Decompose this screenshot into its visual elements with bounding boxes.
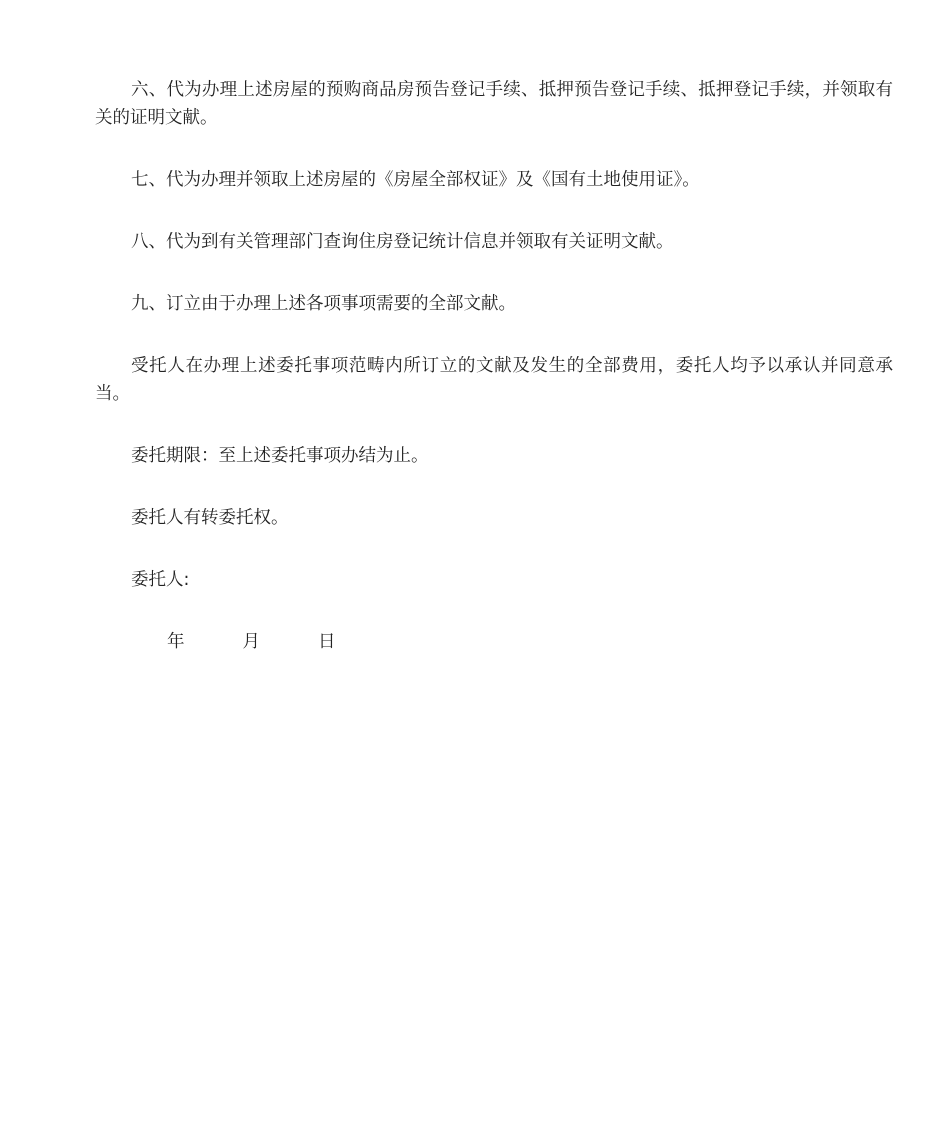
date-year: 年: [167, 632, 185, 652]
date-month: 月: [242, 632, 260, 652]
paragraph-item-9: 九、订立由于办理上述各项事项需要的全部文献。: [131, 294, 516, 314]
paragraph-sub-delegation: 委托人有转委托权。: [131, 508, 289, 528]
date-line: [95, 628, 893, 656]
date-day: 日: [318, 632, 336, 652]
paragraph-item-8: 八、代为到有关管理部门查询住房登记统计信息并领取有关证明文献。: [131, 232, 674, 252]
paragraph-expenses: 受托人在办理上述委托事项范畴内所订立的文献及发生的全部费用，委托人均予以承认并同意承当。: [95, 356, 893, 404]
paragraph-item-6: 六、代为办理上述房屋的预购商品房预告登记手续、抵押预告登记手续、抵押登记手续，并领取有关的证明文献。: [95, 80, 893, 128]
signature-label: 委托人:: [131, 570, 190, 590]
document-page: [95, 76, 893, 656]
paragraph-term: 委托期限：至上述委托事项办结为止。: [131, 446, 429, 466]
paragraph-item-7: 七、代为办理并领取上述房屋的《房屋全部权证》及《国有土地使用证》。: [131, 170, 700, 190]
